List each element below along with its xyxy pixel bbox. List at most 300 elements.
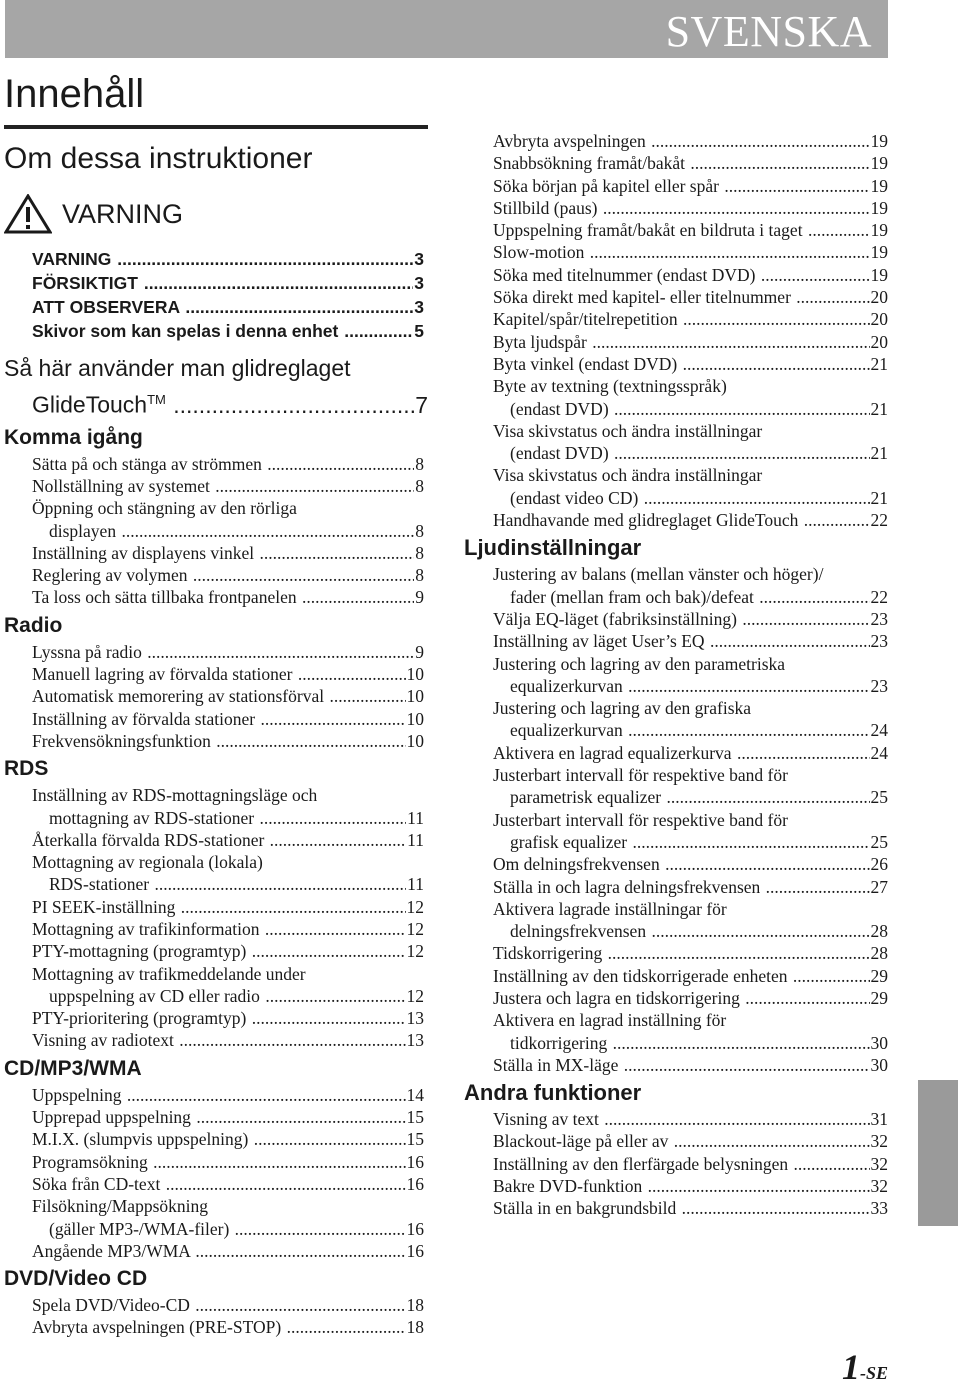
toc-entry[interactable] [0,829,424,851]
toc-entry[interactable] [462,920,888,942]
toc-entry[interactable] [0,807,424,829]
toc-entry[interactable] [462,398,888,420]
toc-label: Inställning av displayens vinkel [32,542,259,563]
language-header-bar [5,0,888,58]
toc-page: 11 [407,874,424,895]
toc-label: PTY-prioritering (programtyp) [32,1008,251,1029]
toc-page: 3 [414,249,424,269]
toc-label: Bakre DVD-funktion [493,1176,647,1197]
leader-dots [344,319,413,343]
leader-dots [193,564,414,586]
toc-page: 19 [870,264,888,285]
toc-entry[interactable] [462,353,888,375]
toc-entry[interactable] [462,675,888,697]
toc-label: Inställning av förvalda stationer [32,708,260,729]
toc-section-heading[interactable]: RDS [4,757,49,781]
toc-page: 22 [870,510,888,531]
leader-dots [181,896,406,918]
toc-entry-line[interactable]: Justerbart intervall för respektive band för [493,809,788,830]
toc-entry[interactable] [0,1240,424,1262]
toc-label: Spela DVD/Video-CD [32,1295,195,1316]
toc-label: Visning av radiotext [32,1030,179,1051]
toc-entry[interactable] [462,331,888,353]
toc-label: Söka början på kapitel eller spår [493,175,724,196]
toc-label: Om delningsfrekvensen [493,854,665,875]
leader-dots [761,264,870,286]
toc-entry[interactable] [0,1007,424,1029]
leader-dots [759,586,869,608]
toc-left-column [0,125,430,1339]
leader-dots [254,1128,406,1150]
toc-label: Uppspelning [32,1084,126,1105]
toc-entry[interactable] [0,708,424,730]
toc-section-heading[interactable]: DVD/Video CD [4,1267,148,1291]
toc-entry-line[interactable]: Öppning och stängning av den rörliga [32,498,297,519]
leader-dots [724,175,869,197]
toc-page: 21 [870,443,888,464]
toc-entry[interactable] [462,965,888,987]
toc-page: 21 [870,353,888,374]
toc-entry[interactable] [462,1153,888,1175]
leader-dots [628,719,869,741]
toc-label: mottagning av RDS-stationer [49,807,259,828]
toc-page: 33 [870,1198,888,1219]
toc-page: 16 [406,1218,424,1239]
toc-page: 9 [415,587,424,608]
toc-page: 24 [870,720,888,741]
toc-label: Ställa in en bakgrundsbild [493,1198,681,1219]
toc-page: 32 [870,1176,888,1197]
toc-label: Söka från CD-text [32,1173,165,1194]
toc-entry-line[interactable]: Mottagning av regionala (lokala) [32,852,263,873]
toc-entry[interactable] [462,1108,888,1130]
toc-label: Handhavande med glidreglaget GlideTouch [493,510,803,531]
toc-page: 21 [870,398,888,419]
toc-page: 3 [414,273,424,293]
leader-dots [683,308,869,330]
toc-entry[interactable] [462,509,888,531]
leader-dots [804,509,870,531]
toc-section-list [0,453,430,609]
toc-entry[interactable] [462,1175,888,1197]
toc-page: 22 [870,586,888,607]
toc-page: 19 [870,242,888,263]
leader-dots [648,1175,870,1197]
toc-page: 13 [406,1030,424,1051]
toc-entry-line[interactable]: Justering och lagring av den parametriska [493,653,786,674]
toc-page: 8 [415,453,424,474]
toc-label: Slow-motion [493,242,589,263]
leader-dots [144,271,413,295]
leader-dots [737,742,870,764]
toc-page: 20 [870,287,888,308]
leader-dots [613,1032,870,1054]
toc-entry[interactable] [462,1032,888,1054]
toc-page: 23 [870,675,888,696]
leader-dots [265,918,406,940]
toc-entry[interactable] [462,175,888,197]
toc-page: 20 [870,309,888,330]
toc-entry[interactable] [0,873,424,895]
toc-section-list [0,1084,430,1262]
toc-label: Lyssna på radio [32,641,147,662]
toc-label: Välja EQ-läget (fabriksinställning) [493,608,742,629]
toc-entry[interactable] [462,442,888,464]
toc-label: Ställa in och lagra delningsfrekvensen [493,876,765,897]
toc-page: 15 [406,1107,424,1128]
toc-section-heading[interactable]: Ljudinställningar [464,535,642,561]
toc-entry[interactable] [462,1130,888,1152]
toc-page: 8 [415,565,424,586]
toc-page: 12 [406,941,424,962]
toc-label: Inställning av den flerfärgade belysningen [493,1153,793,1174]
toc-label: (endast DVD) [510,398,614,419]
toc-entry[interactable] [0,663,424,685]
toc-entry-line[interactable]: Aktivera en lagrad inställning för [493,1010,727,1031]
toc-entry[interactable] [0,1151,424,1173]
toc-entry[interactable] [462,197,888,219]
toc-page: 29 [870,965,888,986]
toc-entry-line[interactable]: Justerbart intervall för respektive band för [493,765,788,786]
toc-page: 30 [870,1032,888,1053]
leader-dots [742,608,869,630]
toc-entry[interactable] [0,453,424,475]
toc-entry-line[interactable]: Visa skivstatus och ändra inställningar [493,465,763,486]
toc-entry-line[interactable]: Aktivera lagrade inställningar för [493,898,727,919]
leader-dots [117,247,413,271]
toc-entry[interactable] [462,942,888,964]
toc-section-list [0,784,430,1052]
toc-entry[interactable] [462,831,888,853]
toc-page: 8 [415,475,424,496]
toc-page: 10 [406,664,424,685]
toc-page: 10 [406,730,424,751]
toc-section-heading[interactable]: CD/MP3/WMA [4,1056,142,1080]
toc-entry[interactable] [0,520,424,542]
leader-dots [252,940,406,962]
toc-entry[interactable] [462,130,888,152]
toc-label: displayen [49,520,121,541]
toc-entry[interactable] [462,586,888,608]
toc-entry[interactable] [0,271,424,295]
toc-label: ATT OBSERVERA [32,297,185,317]
toc-label: Byta vinkel (endast DVD) [493,353,682,374]
toc-label: fader (mellan fram och bak)/defeat [510,586,759,607]
about-heading: Om dessa instruktioner [4,142,313,175]
leader-dots [265,985,405,1007]
warning-label: VARNING [62,198,184,229]
toc-entry-line[interactable]: Inställning av RDS-mottagningsläge och [32,785,318,806]
leader-dots [216,730,405,752]
toc-page: 18 [406,1295,424,1316]
toc-section-list [462,563,892,1076]
toc-entry[interactable] [462,742,888,764]
leader-dots [270,829,406,851]
leader-dots [260,542,415,564]
leader-dots [592,331,869,353]
leader-dots [267,453,414,475]
toc-page: 31 [870,1109,888,1130]
leader-dots [604,1108,869,1130]
toc-entry[interactable] [0,985,424,1007]
toc-entry[interactable] [462,987,888,1009]
toc-page: 26 [870,854,888,875]
leader-dots [614,442,869,464]
leader-dots [682,1197,870,1219]
toc-entry[interactable] [462,876,888,898]
toc-label: Angående MP3/WMA [32,1240,195,1261]
toc-label: (endast video CD) [510,487,643,508]
toc-page: 32 [870,1131,888,1152]
toc-page: 23 [870,608,888,629]
toc-entry[interactable] [0,1173,424,1195]
toc-label: Blackout-läge på eller av [493,1131,673,1152]
toc-label: parametrisk equalizer [510,787,666,808]
toc-label: delningsfrekvensen [510,921,651,942]
toc-page: 16 [406,1173,424,1194]
toc-label: Nollställning av systemet [32,475,215,496]
toc-entry[interactable] [462,308,888,330]
leader-dots [651,920,869,942]
toc-page: 10 [406,686,424,707]
leader-dots [614,398,869,420]
toc-right-sections [462,533,892,1219]
toc-label: RDS-stationer [49,874,154,895]
toc-label: (endast DVD) [510,443,614,464]
leader-dots [794,1153,870,1175]
leader-dots [808,219,870,241]
toc-label: Frekvensökningsfunktion [32,730,216,751]
toc-entry[interactable] [0,475,424,497]
toc-page: 16 [406,1151,424,1172]
toc-page: 18 [406,1317,424,1338]
toc-label: equalizerkurvan [510,720,628,741]
toc-entry[interactable] [0,1316,424,1338]
toc-page: 19 [870,153,888,174]
toc-entry[interactable] [462,630,888,652]
leader-dots [632,831,869,853]
toc-entry-line[interactable]: Justering av balans (mellan vänster och höger)/ [493,564,824,585]
toc-entry[interactable] [462,219,888,241]
leader-dots [195,1240,405,1262]
toc-label: Söka med titelnummer (endast DVD) [493,264,760,285]
toc-entry-line[interactable]: Justering och lagring av den grafiska [493,698,752,719]
toc-entry[interactable] [0,730,424,752]
toc-section-list [0,1294,430,1339]
toc-page: 10 [406,708,424,729]
toc-label: Skivor som kan spelas i denna enhet [32,321,344,341]
leader-dots [674,1130,870,1152]
toc-label: tidkorrigering [510,1032,612,1053]
leader-dots [121,520,414,542]
toc-page: 7 [415,391,428,418]
toc-entry[interactable] [0,1294,424,1316]
leader-dots [147,641,414,663]
toc-label: Avbryta avspelningen (PRE-STOP) [32,1317,286,1338]
toc-entry[interactable] [0,542,424,564]
glide-heading[interactable] [0,352,430,421]
toc-entry[interactable] [462,786,888,808]
toc-entry-line[interactable]: Filsökning/Mappsökning [32,1196,208,1217]
toc-right-column [462,130,892,1220]
toc-entry[interactable] [462,152,888,174]
toc-page: 28 [870,943,888,964]
toc-label: PTY-mottagning (programtyp) [32,941,251,962]
toc-entry[interactable] [0,564,424,586]
toc-label: Kapitel/spår/titelrepetition [493,309,683,330]
toc-label: Reglering av volymen [32,565,192,586]
toc-entry[interactable] [0,319,424,343]
toc-page: 19 [870,197,888,218]
toc-label: (gäller MP3-/WMA-filer) [49,1218,234,1239]
leader-dots [690,152,869,174]
toc-entry[interactable] [462,853,888,875]
leader-dots [644,487,870,509]
page-title: Innehåll [4,72,145,116]
toc-entry[interactable] [0,918,424,940]
toc-entry[interactable] [0,940,424,962]
leader-dots [302,586,414,608]
toc-entry[interactable] [0,247,424,271]
toc-label: Inställning av den tidskorrigerade enheten [493,965,792,986]
section-rule [4,125,428,129]
toc-label: Avbryta avspelningen [493,131,651,151]
toc-page: 15 [406,1129,424,1150]
toc-page: 28 [870,921,888,942]
leader-dots [155,873,407,895]
toc-section-heading[interactable]: Andra funktioner [464,1080,642,1106]
toc-entry[interactable] [462,286,888,308]
toc-page: 19 [870,131,888,151]
toc-entry[interactable] [0,1084,424,1106]
leader-dots [608,942,870,964]
toc-entry[interactable] [462,241,888,263]
toc-page: 14 [406,1084,424,1105]
toc-label: Återkalla förvalda RDS-stationer [32,829,269,850]
leader-dots [665,853,869,875]
leader-dots [628,675,869,697]
dvd-continued-toc-list [462,130,892,531]
toc-entry[interactable] [0,1106,424,1128]
toc-page: 19 [870,175,888,196]
about-toc-list [0,247,430,343]
page-number-value: 1 [841,1347,860,1387]
toc-entry[interactable] [0,641,424,663]
toc-entry[interactable] [462,1197,888,1219]
toc-entry[interactable] [462,719,888,741]
toc-page: 3 [414,297,424,317]
toc-label: Sätta på och stänga av strömmen [32,453,267,474]
toc-page: 20 [870,331,888,352]
toc-entry-line[interactable]: Byte av textning (textningsspråk) [493,376,727,397]
toc-label: Stillbild (paus) [493,197,602,218]
leader-dots [260,807,407,829]
toc-label: M.I.X. (slumpvis uppspelning) [32,1129,253,1150]
toc-label: Upprepad uppspelning [32,1107,196,1128]
toc-entry[interactable] [0,1218,424,1240]
toc-label: Snabbsökning framåt/bakåt [493,153,690,174]
toc-entry[interactable] [0,896,424,918]
leader-dots [329,685,405,707]
toc-page: 12 [406,919,424,939]
language-label: SVENSKA [665,7,872,56]
toc-page: 21 [870,487,888,508]
toc-section-list [462,1108,892,1219]
toc-entry[interactable] [0,1029,424,1051]
toc-label: Ställa in MX-läge [493,1054,623,1075]
toc-entry-line[interactable]: Mottagning av trafikmeddelande under [32,963,306,984]
page-number-suffix: -SE [859,1363,888,1383]
toc-entry[interactable] [462,487,888,509]
leader-dots [153,1151,405,1173]
glide-name: GlideTouch [32,391,148,418]
toc-page: 12 [406,985,424,1006]
toc-entry[interactable] [0,685,424,707]
toc-page: 32 [870,1153,888,1174]
leader-dots [793,965,870,987]
toc-label: grafisk equalizer [510,831,632,852]
toc-page: 8 [415,520,424,541]
toc-label: Manuell lagring av förvalda stationer [32,664,297,685]
leader-dots [745,987,869,1009]
leader-dots [235,1218,406,1240]
toc-label: FÖRSIKTIGT [32,273,143,293]
toc-entry[interactable] [462,1054,888,1076]
toc-page: 25 [870,787,888,808]
toc-entry-line[interactable]: Visa skivstatus och ändra inställningar [493,420,763,441]
glide-heading-line1: Så här använder man glidreglaget [4,355,351,381]
toc-entry[interactable] [462,608,888,630]
toc-label: Justera och lagra en tidskorrigering [493,987,745,1008]
toc-entry[interactable] [462,264,888,286]
leader-dots [298,663,406,685]
side-thumb-tab [918,1080,958,1226]
leader-dots [766,876,870,898]
leader-dots [287,1316,406,1338]
page-number [842,1346,888,1388]
toc-page: 27 [870,876,888,897]
toc-left-sections [0,423,430,1339]
toc-page: 11 [407,829,424,850]
toc-page: 24 [870,742,888,763]
toc-page: 30 [870,1054,888,1075]
toc-entry[interactable] [0,295,424,319]
toc-page: 9 [415,641,424,662]
toc-entry[interactable] [0,586,424,608]
toc-page: 25 [870,831,888,852]
toc-label: VARNING [32,249,117,269]
toc-label: equalizerkurvan [510,675,628,696]
toc-label: PI SEEK-inställning [32,896,180,917]
leader-dots [127,1084,406,1106]
toc-entry[interactable] [0,1128,424,1150]
toc-page: 16 [406,1240,424,1261]
toc-label: Tidskorrigering [493,943,607,964]
leader-dots [185,295,413,319]
trademark-mark: TM [147,392,166,407]
toc-label: Söka direkt med kapitel- eller titelnummer [493,287,796,308]
glide-heading-line2 [0,384,428,421]
toc-label: Automatisk memorering av stationsförval [32,686,329,707]
toc-section-heading[interactable]: Radio [4,613,63,637]
leader-dots [260,708,405,730]
toc-section-heading[interactable]: Komma igång [4,425,143,449]
toc-page: 13 [406,1008,424,1029]
leader-dots [603,197,870,219]
leader-dots [666,786,869,808]
leader-dots [252,1007,406,1029]
toc-page: 11 [407,807,424,828]
